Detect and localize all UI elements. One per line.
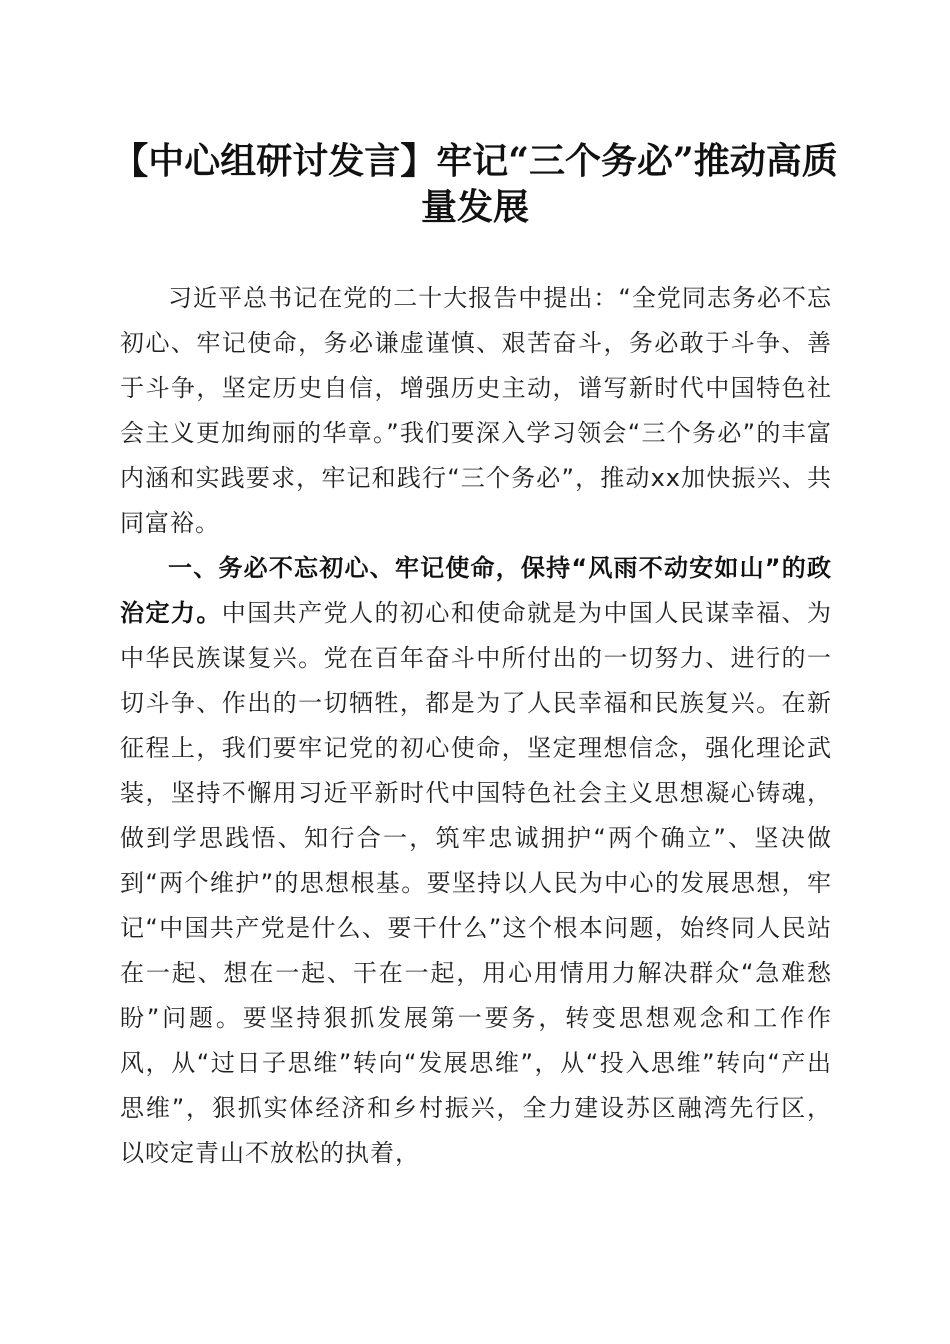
document-title: 【中心组研讨发言】牢记“三个务必”推动高质量发展	[112, 140, 838, 228]
section-1-paragraph	[120, 546, 832, 1176]
document-body	[120, 276, 832, 1176]
section-1-heading: 一、务必不忘初心、牢记使命，保持“风雨不动安如山”的政治定力。	[120, 554, 832, 627]
intro-paragraph: 习近平总书记在党的二十大报告中提出：“全党同志务必不忘初心、牢记使命，务必谦虚谨慎、艰苦奋斗，务必敢于斗争、善于斗争，坚定历史自信，增强历史主动，谱写新时代中国特色社会主义更加绚丽的华章。”我们要深入学习领会“三个务必”的丰富内涵和实践要求，牢记和践行“三个务必”，推动xx加快振兴、共同富裕。	[120, 284, 832, 537]
section-1-text: 中国共产党人的初心和使命就是为中国人民谋幸福、为中华民族谋复兴。党在百年奋斗中所付出的一切努力、进行的一切斗争、作出的一切牺牲，都是为了人民幸福和民族复兴。在新征程上，我们要牢记党的初心使命，坚定理想信念，强化理论武装，坚持不懈用习近平新时代中国特色社会主义思想凝心铸魂，做到学思践悟、知行合一，筑牢忠诚拥护“两个确立”、坚决做到“两个维护”的思想根基。要坚持以人民为中心的发展思想，牢记“中国共产党是什么、要干什么”这个根本问题，始终同人民站在一起、想在一起、干在一起，用心用情用力解决群众“急难愁盼”问题。要坚持狠抓发展第一要务，转变思想观念和工作作风，从“过日子思维”转向“发展思维”，从“投入思维”转向“产出思维”，狠抓实体经济和乡村振兴，全力建设苏区融湾先行区，以咬定青山不放松的执着，	[120, 599, 833, 1167]
